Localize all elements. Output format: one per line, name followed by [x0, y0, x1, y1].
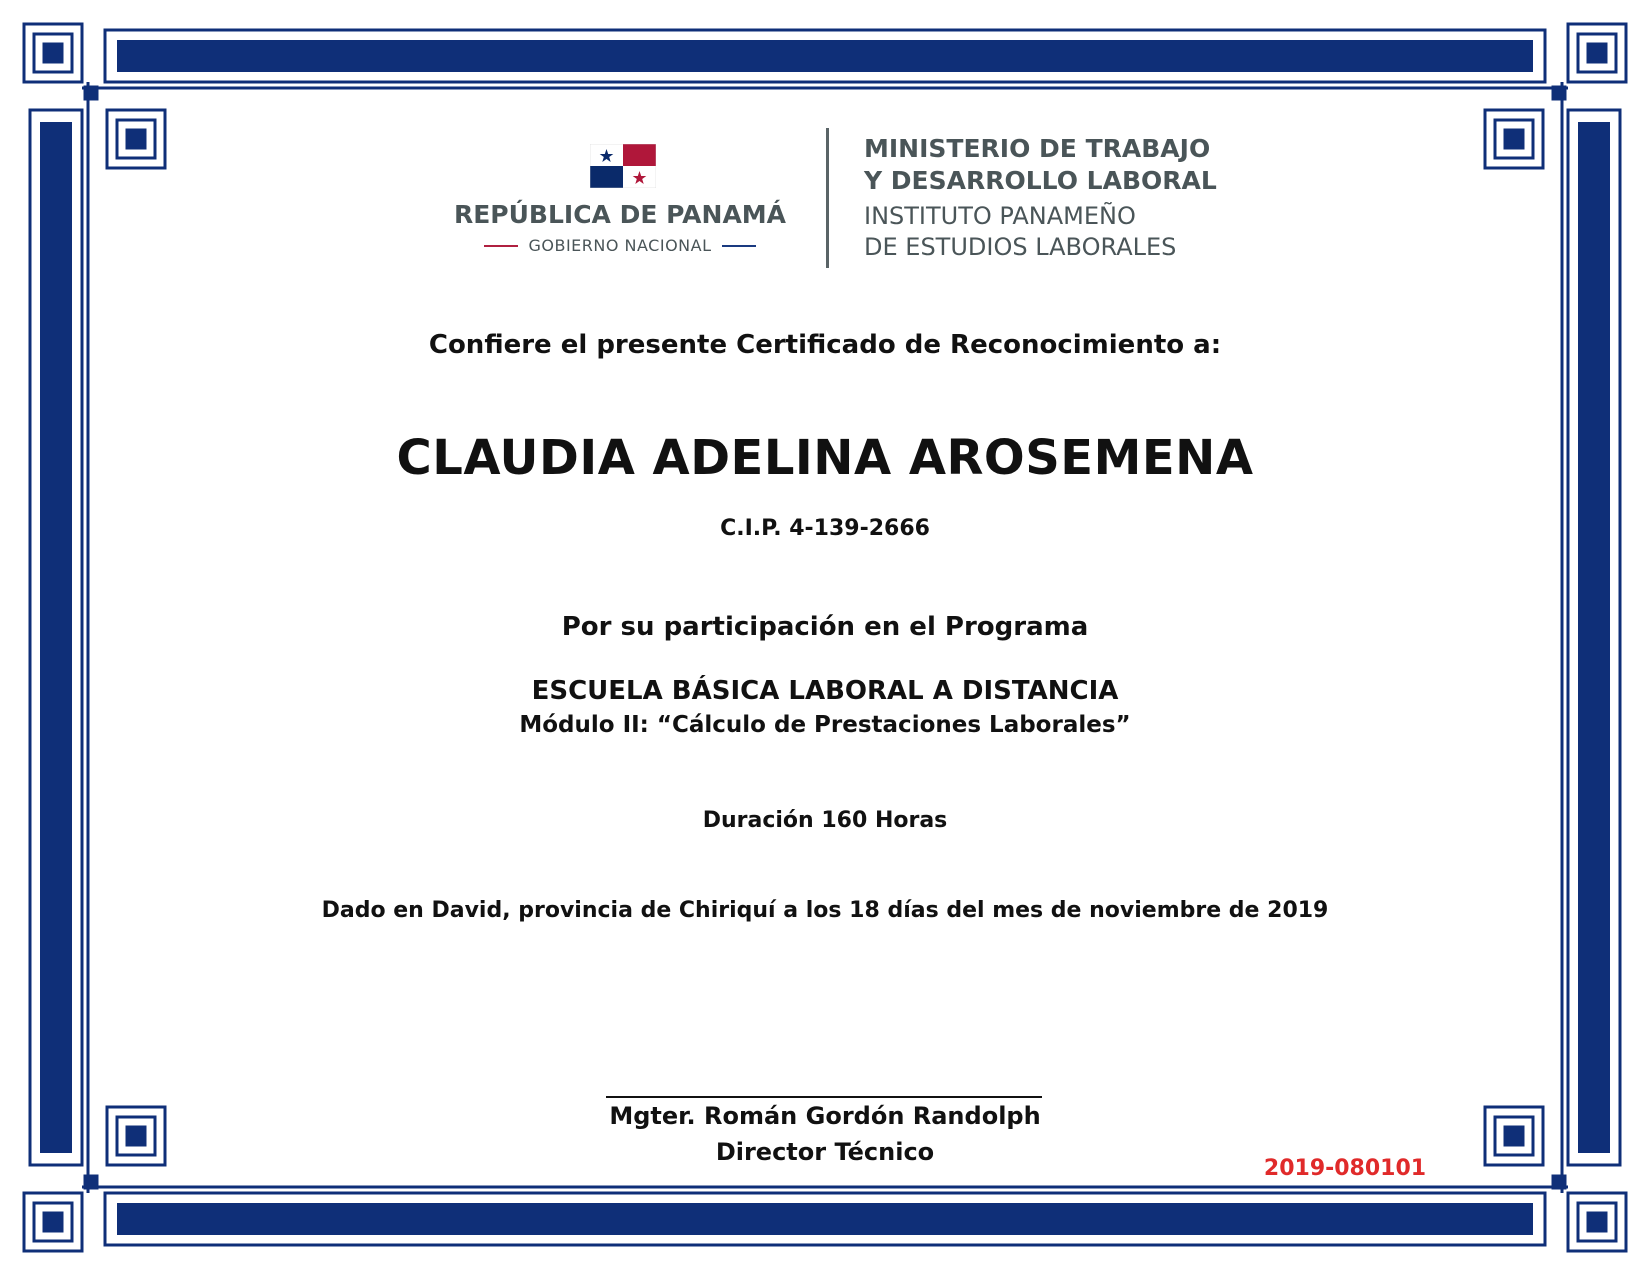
id-number: C.I.P. 4-139-2666: [720, 516, 930, 541]
institute-line-2: DE ESTUDIOS LABORALES: [864, 233, 1177, 261]
confers-text: Confiere el presente Certificado de Reconocimiento a:: [428, 330, 1222, 360]
institute-line-1: INSTITUTO PANAMEÑO: [864, 202, 1136, 230]
participation-text: Por su participación en el Programa: [561, 612, 1089, 642]
logo-divider: [826, 128, 829, 268]
government-label: GOBIERNO NACIONAL: [528, 236, 712, 255]
issue-place-date: Dado en David, provincia de Chiriquí a los 18 días del mes de noviembre de 2019: [321, 898, 1329, 923]
panama-flag-icon: [590, 144, 656, 188]
duration-text: Duración 160 Horas: [702, 808, 948, 833]
republic-label: REPÚBLICA DE PANAMÁ: [453, 200, 787, 229]
ministry-line-2: Y DESARROLLO LABORAL: [864, 166, 1217, 195]
government-label-row: [440, 236, 800, 255]
signer-title: Director Técnico: [715, 1138, 935, 1166]
recipient-name: CLAUDIA ADELINA AROSEMENA: [396, 430, 1254, 486]
signature-line: [606, 1096, 1042, 1098]
divider-blue: [722, 245, 756, 247]
ministry-line-1: MINISTERIO DE TRABAJO: [864, 134, 1211, 163]
signer-name: Mgter. Román Gordón Randolph: [609, 1102, 1041, 1130]
module-name: Módulo II: “Cálculo de Prestaciones Laborales”: [519, 712, 1131, 738]
program-name: ESCUELA BÁSICA LABORAL A DISTANCIA: [531, 676, 1119, 706]
divider-red: [484, 245, 518, 247]
certificate-code: 2019-080101: [1263, 1156, 1427, 1181]
